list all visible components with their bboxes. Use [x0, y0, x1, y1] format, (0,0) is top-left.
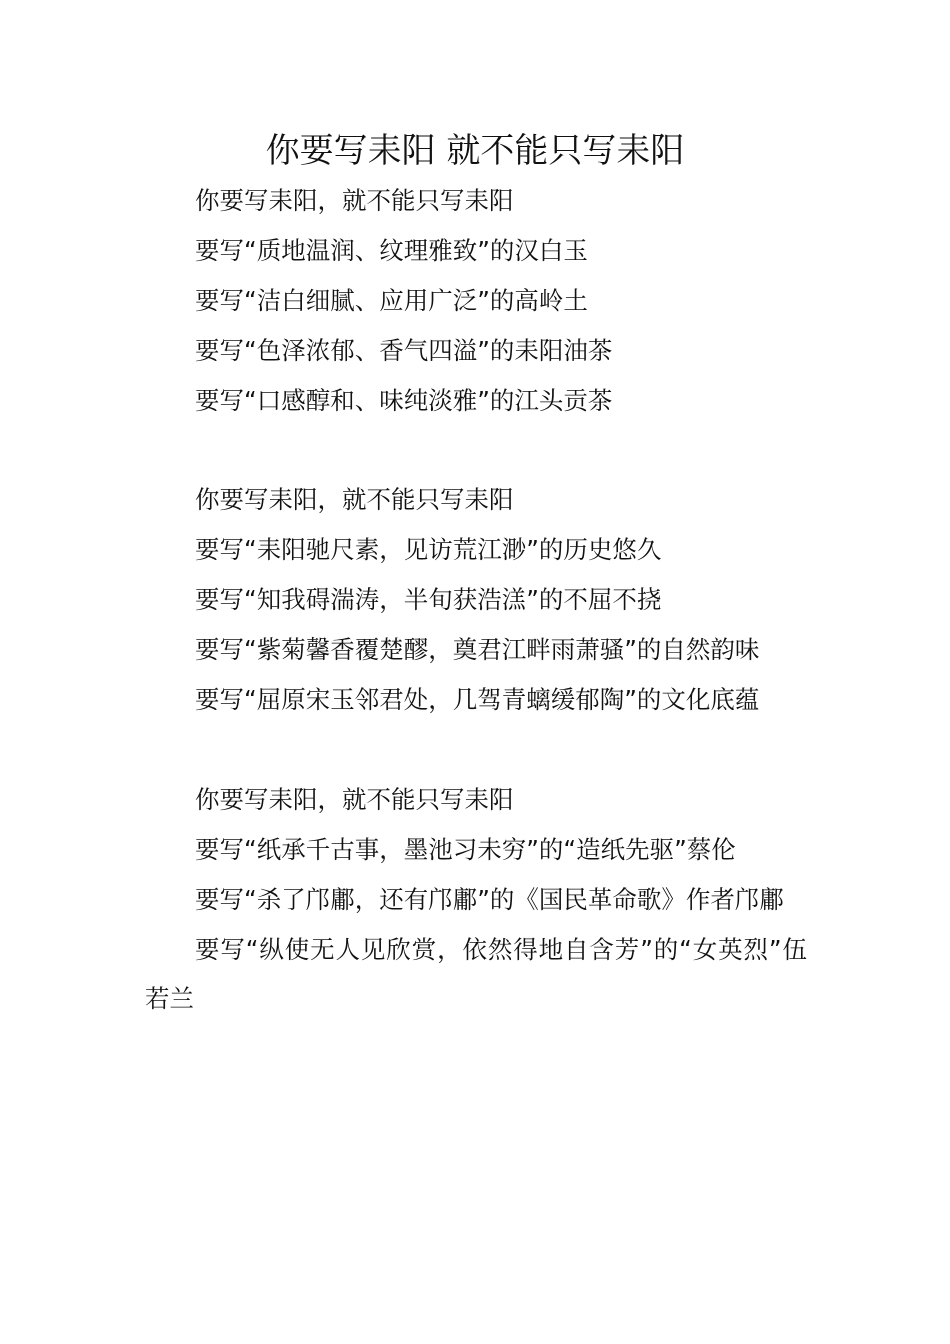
paragraph: 你要写耒阳，就不能只写耒阳: [195, 784, 514, 814]
paragraph: 要写“色泽浓郁、香气四溢”的耒阳油茶: [195, 335, 613, 365]
section-spacer: [145, 426, 807, 476]
paragraph: 要写“紫菊馨香覆楚醪，奠君江畔雨萧骚”的自然韵味: [195, 635, 760, 665]
document-title: 你要写耒阳 就不能只写耒阳: [265, 131, 685, 171]
paragraph: 要写“知我碍湍涛，半旬获浩溔”的不屈不挠: [195, 585, 662, 615]
paragraph: 你要写耒阳，就不能只写耒阳: [195, 485, 514, 515]
paragraph: 要写“杀了邝鄘，还有邝鄘”的《国民革命歌》作者邝鄘: [195, 884, 784, 914]
paragraph: 要写“口感醇和、味纯淡雅”的江头贡茶: [195, 385, 613, 415]
document-body: [145, 176, 807, 1024]
paragraph: 要写“纵使无人见欣赏，依然得地自含芳”的“女英烈”伍若兰: [145, 934, 807, 1014]
paragraph: 要写“洁白细腻、应用广泛”的高岭土: [195, 285, 588, 315]
paragraph: 你要写耒阳，就不能只写耒阳: [195, 186, 514, 215]
section-spacer: [145, 725, 807, 775]
paragraph: 要写“屈原宋玉邻君处，几驾青螭缓郁陶”的文化底蕴: [195, 685, 760, 715]
paragraph: 要写“耒阳驰尺素，见访荒江渺”的历史悠久: [195, 535, 662, 565]
paragraph: 要写“纸承千古事，墨池习未穷”的“造纸先驱”蔡伦: [195, 834, 736, 864]
paragraph: 要写“质地温润、纹理雅致”的汉白玉: [195, 235, 588, 265]
